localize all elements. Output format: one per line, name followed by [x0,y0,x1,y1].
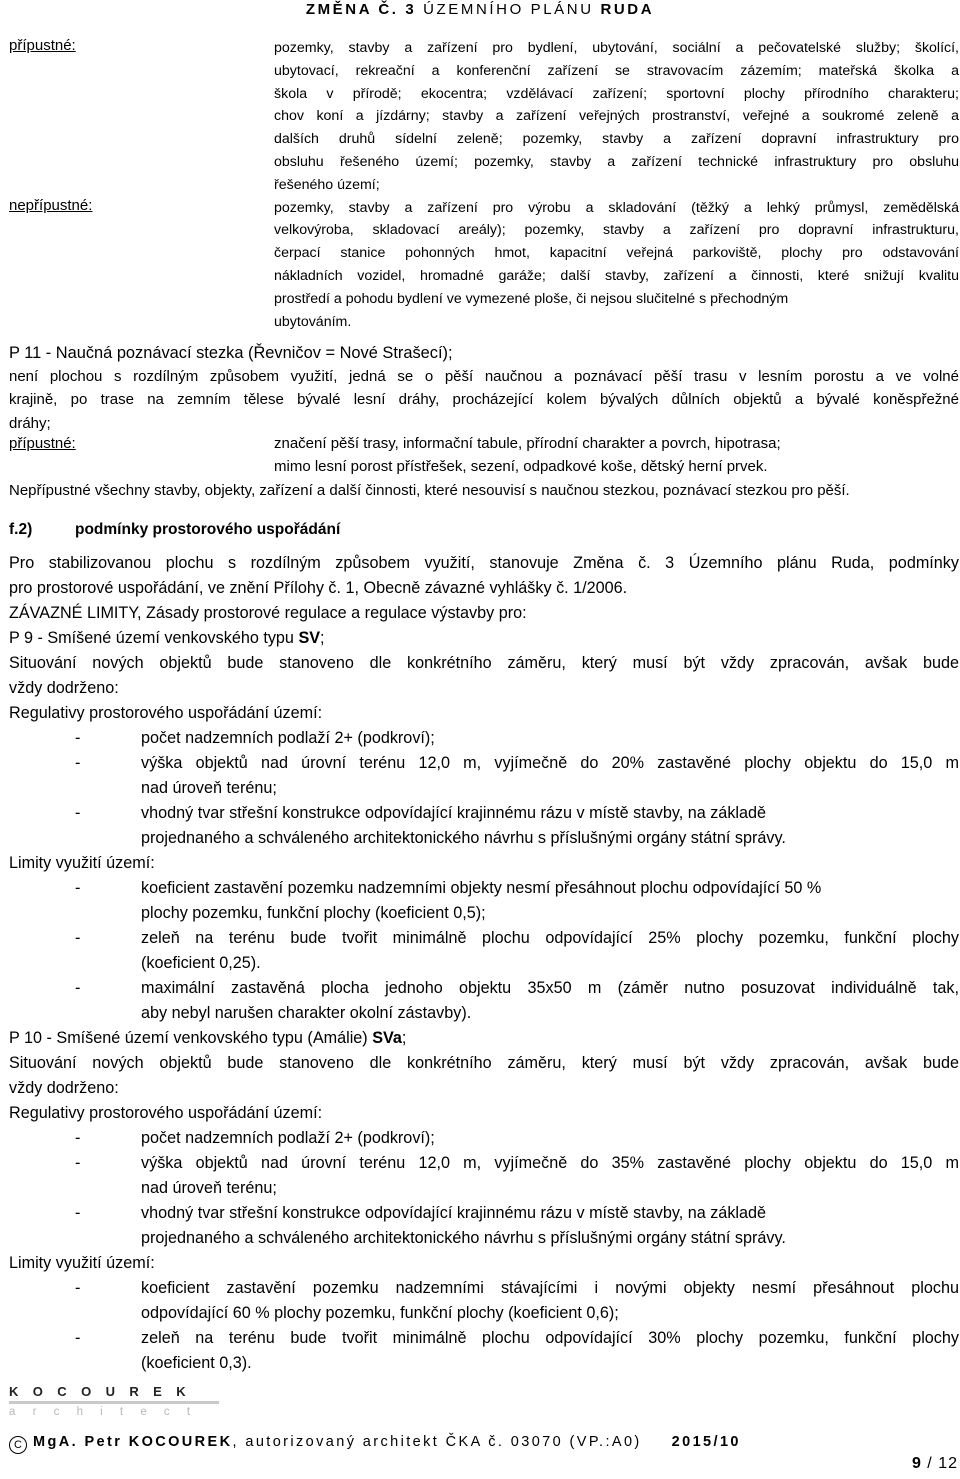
text-line: pro prostorové uspořádání, ve znění Přílohy č. 1, Obecně závazné vyhlášky č. 1/2006. [9,579,628,597]
text-line: Situování nových objektů bude stanoveno dle konkrétního záměru, který musí být vždy zpracován, avšak bude [9,654,959,672]
text-line: vhodný tvar střešní konstrukce odpovídající krajinnému rázu v místě stavby, na základě [141,804,767,822]
text-line: odpovídající 60 % plochy pozemku, funkční plochy (koeficient 0,6); [141,1304,619,1322]
text-line: dráhy; [9,414,51,432]
text-line: velkovýroba, skladovací areály); pozemky, stavby a zařízení pro dopravní infrastrukturu, [274,222,959,239]
text-line: mimo lesní porost přístřešek, sezení, odpadkové koše, dětský herní prvek. [274,458,768,476]
text-line: obsluhu řešeného území; pozemky, stavby a zařízení technické infrastruktury pro obsluhu [274,153,959,170]
def-desc-nepripustne [274,197,959,334]
p10-block [9,1026,959,1126]
text-line: prostředí a pohodu bydlení ve vymezené ploše, či nejsou slučitelné s přechodným [274,290,789,307]
section-heading-f2 [9,521,340,539]
text-line: výška objektů nad úrovní terénu 12,0 m, vyjímečně do 20% zastavěné plochy objektu do 15,0 m [141,754,959,772]
page-header [0,0,960,20]
text-line: zeleň na terénu bude tvořit minimálně plochu odpovídající 25% plochy pozemku, funkční plochy [141,929,959,947]
text-line: aby nebyl narušen charakter okolní zástavby). [141,1004,472,1022]
page-number [912,1455,958,1473]
bullet-dash: - [75,929,81,947]
list-item [9,1151,959,1201]
text-line: maximální zastavěná plocha jednoho objektu 35x50 m (záměr nutno posuzovat individuálně tak, [141,979,959,997]
header-title-bold: ZMĚNA Č. 3 [305,1,417,18]
text-line: ubytováním. [274,313,352,330]
p10-title [9,1026,959,1051]
footer-year: 2015/10 [671,1434,741,1450]
list-item [9,976,959,1026]
p10-regulativy-list [9,1126,959,1251]
text-line: koeficient zastavění pozemku nadzemními stávajícími i novými objekty nesmí přesáhnout plochu [141,1279,959,1297]
text-line: (koeficient 0,25). [141,954,261,972]
page-separator: / [921,1455,939,1472]
p9-title [9,626,959,651]
text-line: vždy dodrženo: [9,679,119,697]
def-nepripustne [9,197,959,334]
p11-pripustne-label: přípustné: [9,435,76,452]
section-title: podmínky prostorového uspořádání [75,521,341,538]
p10-regulativy-label: Regulativy prostorového uspořádání území: [9,1104,323,1122]
p9-code: SV [298,629,321,647]
bullet-dash: - [75,1279,81,1297]
text-line: vždy dodrženo: [9,1079,119,1097]
def-pripustne [9,37,959,197]
text-line: počet nadzemních podlaží 2+ (podkroví); [141,729,435,747]
p9-title-prefix: P 9 - Smíšené území venkovského typu [9,629,299,647]
text-line: pozemky, stavby a zařízení pro bydlení, ubytování, sociální a pečovatelské služby; školící, [274,40,959,56]
text-line: nad úroveň terénu; [141,779,277,797]
bullet-dash: - [75,1154,81,1172]
p11-intro [9,365,959,435]
text-line: značení pěší trasy, informační tabule, přírodní charakter a povrch, hipotrasa; [274,435,781,452]
list-item [9,1126,959,1151]
list-item [9,876,959,926]
text-line: počet nadzemních podlaží 2+ (podkroví); [141,1129,435,1147]
text-line: není plochou s rozdílným způsobem využití, jedná se o pěší naučnou a poznávací pěší trasu v lesním porostu a ve volné [9,368,959,385]
page-footer [9,1434,741,1454]
p11-title: P 11 - Naučná poznávací stezka (Řevničov = Nové Strašecí); [9,344,453,362]
text-line: chov koní a jízdárny; stavby a zařízení veřejných prostranství, veřejné a soukromé zeleně a [274,108,959,125]
bullet-dash: - [75,879,81,897]
bullet-dash: - [75,804,81,822]
p9-regulativy-list [9,726,959,851]
text-line: škola v přírodě; ekocentra; vzdělávací zařízení; sportovní plochy přírodního charakteru; [274,85,959,102]
bullet-dash: - [75,729,81,747]
p10-title-suffix: ; [401,1029,407,1047]
text-line: plochy pozemku, funkční plochy (koeficient 0,5); [141,904,486,922]
text-line: pozemky, stavby a zařízení pro výrobu a skladování (těžký a lehký průmysl, zemědělská [274,199,959,216]
footer-author-details: , autorizovaný architekt ČKA č. 03070 (VP.:A0) [232,1434,642,1450]
text-line: zeleň na terénu bude tvořit minimálně plochu odpovídající 30% plochy pozemku, funkční plochy [141,1329,959,1347]
text-line: projednaného a schváleného architektonického návrhu s příslušnými orgány státní správy. [141,829,786,847]
text-line: Pro stabilizovanou plochu s rozdílným způsobem využití, stanovuje Změna č. 3 Územního plánu Ruda, podmínky [9,554,959,572]
def-desc-pripustne [274,37,959,197]
list-item [9,1201,959,1251]
copyright-icon: C [9,1436,27,1454]
def-term-nepripustne: nepřípustné: [9,196,93,214]
text-line: koeficient zastavění pozemku nadzemními objekty nesmí přesáhnout plochu odpovídající 50 % [141,879,822,897]
list-item [9,1276,959,1326]
p10-limity-list [9,1276,959,1376]
header-title-ruda: RUDA [600,1,655,18]
intro-paragraph [9,551,959,726]
p11-pripustne-desc [274,432,959,479]
p10-limity-label: Limity využití území: [9,1254,155,1272]
header-title-mid: ÚZEMNÍHO PLÁNU [423,1,594,18]
text-line: Nepřípustné všechny stavby, objekty, zařízení a další činnosti, které nesouvisí s naučnou stezkou, poznávací stezkou pro pěší. [9,482,850,499]
company-logo [9,1384,224,1420]
footer-author-name: MgA. Petr KOCOUREK [33,1434,233,1450]
top-definition-list [9,37,959,333]
logo-text-bottom: architect [9,1406,208,1418]
text-line: ubytovací, rekreační a konferenční zařízení se stravovacím zázemím; mateřská školka a [274,62,959,79]
page-current: 9 [911,1455,922,1472]
text-line: nákladních vozidel, hromadné garáže; další stavby, zařízení a činnosti, které snižují kvalitu [274,267,959,284]
p9-limity-label: Limity využití území: [9,854,155,872]
logo-text-top: KOCOUREK [9,1384,201,1399]
text-line: vhodný tvar střešní konstrukce odpovídající krajinnému rázu v místě stavby, na základě [141,1204,767,1222]
text-line: dalších druhů sídelní zeleně; pozemky, stavby a zařízení dopravní infrastruktury pro [274,131,959,148]
text-line: řešeného území; [274,176,380,193]
text-line: čerpací stanice pohonných hmot, kapacitní veřejná parkoviště, plochy pro odstavování [274,245,959,262]
list-item [9,1326,959,1376]
p11-nepripustne [9,479,959,502]
page-total: 12 [938,1455,958,1472]
def-term-pripustne: přípustné: [9,37,76,54]
bullet-dash: - [75,1329,81,1347]
text-line: (koeficient 0,3). [141,1354,252,1372]
p9-regulativy-label: Regulativy prostorového uspořádání území: [9,704,323,722]
text-line: krajině, po trase na zemním tělese bývalé lesní dráhy, procházející kolem bývalých důlních objektů a bývalé koněspřežné [9,391,959,409]
section-number: f.2) [9,521,33,538]
p9-limity-list [9,876,959,1026]
p10-code: SVa [372,1029,402,1047]
text-line: projednaného a schváleného architektonického návrhu s příslušnými orgány státní správy. [141,1229,786,1247]
list-item [9,726,959,751]
list-item [9,801,959,851]
list-item [9,926,959,976]
p9-title-suffix: ; [320,629,325,647]
p11-pripustne [9,432,959,479]
list-item [9,751,959,801]
text-line: nad úroveň terénu; [141,1179,277,1197]
bullet-dash: - [75,979,81,997]
bullet-dash: - [75,1204,81,1222]
text-line: výška objektů nad úrovní terénu 12,0 m, vyjímečně do 35% zastavěné plochy objektu do 15,0 m [141,1154,959,1172]
p9-limity-label-block [9,851,959,876]
p10-title-prefix: P 10 - Smíšené území venkovského typu (Amálie) [9,1029,373,1047]
text-line: Situování nových objektů bude stanoveno dle konkrétního záměru, který musí být vždy zpracován, avšak bude [9,1054,959,1072]
p10-limity-label-block [9,1251,959,1276]
bullet-dash: - [75,754,81,772]
bullet-dash: - [75,1129,81,1147]
text-line: ZÁVAZNÉ LIMITY, Zásady prostorové regulace a regulace výstavby pro: [9,604,527,622]
